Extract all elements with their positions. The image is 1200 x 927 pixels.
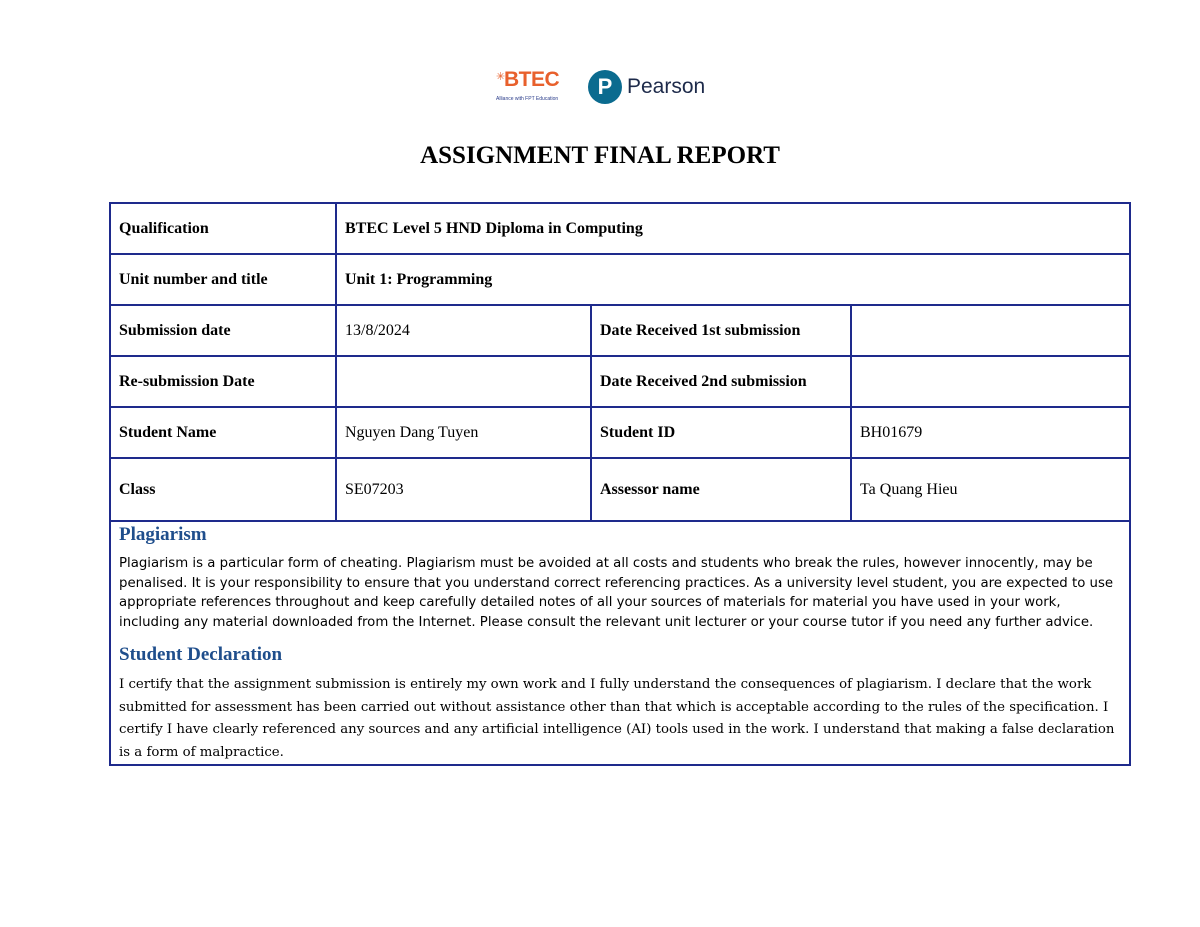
report-cover-table [109,202,1131,766]
date-received-1-label: Date Received 1st submission [591,305,851,356]
qualification-value: BTEC Level 5 HND Diploma in Computing [336,203,1130,254]
assessor-label: Assessor name [591,458,851,521]
qualification-label: Qualification [110,203,336,254]
btec-spark-icon: ✳ [496,70,506,83]
logo-bar [0,66,1200,110]
table-row-class [110,458,1130,521]
btec-logo-tagline: Alliance with FPT Education [496,96,559,102]
assessor-value: Ta Quang Hieu [851,458,1130,521]
btec-logo [496,68,568,108]
class-label: Class [110,458,336,521]
date-received-2-label: Date Received 2nd submission [591,356,851,407]
pearson-logo-text: Pearson [627,75,706,98]
declaration-heading: Student Declaration [119,644,283,665]
student-id-label: Student ID [591,407,851,458]
date-received-2-value [851,356,1130,407]
btec-logo-text: BTEC [504,68,560,91]
table-row-declarations [110,521,1130,765]
pearson-logo [588,70,718,106]
page-title: ASSIGNMENT FINAL REPORT [420,142,780,169]
student-id-value: BH01679 [851,407,1130,458]
plagiarism-text: Plagiarism is a particular form of cheating. Plagiarism must be avoided at all costs and students who break the rules, however innocently, may be penalised. It is your responsibility to ensure that you understand correct referencing practices. As a university level student, you are expected to use appropriate references throughout and keep carefully detailed notes of all your sources of materials for material you have used in your work, including any material downloaded from the Internet. Please consult the relevant unit lecturer or your course tutor if you need any further advice. [119,556,1114,630]
table-row-resubmission [110,356,1130,407]
submission-date-value: 13/8/2024 [336,305,591,356]
unit-label: Unit number and title [110,254,336,305]
unit-value: Unit 1: Programming [336,254,1130,305]
table-row-student [110,407,1130,458]
class-value: SE07203 [336,458,591,521]
date-received-1-value [851,305,1130,356]
resubmission-date-value [336,356,591,407]
submission-date-label: Submission date [110,305,336,356]
declaration-text: I certify that the assignment submission is entirely my own work and I fully understand the consequences of plagiarism. I declare that the work submitted for assessment has been carried out without assistance other than that which is acceptable according to the rules of the specification. I certify I have clearly referenced any sources and any artificial intelligence (AI) tools used in the work. I understand that making a false declaration is a form of malpractice. [119,677,1115,760]
table-row-unit [110,254,1130,305]
student-name-value: Nguyen Dang Tuyen [336,407,591,458]
table-row-submission [110,305,1130,356]
resubmission-date-label: Re-submission Date [110,356,336,407]
declarations-cell [110,521,1130,765]
student-name-label: Student Name [110,407,336,458]
table-row-qualification [110,203,1130,254]
pearson-logo-icon: P [588,70,622,104]
plagiarism-heading: Plagiarism [119,524,207,545]
